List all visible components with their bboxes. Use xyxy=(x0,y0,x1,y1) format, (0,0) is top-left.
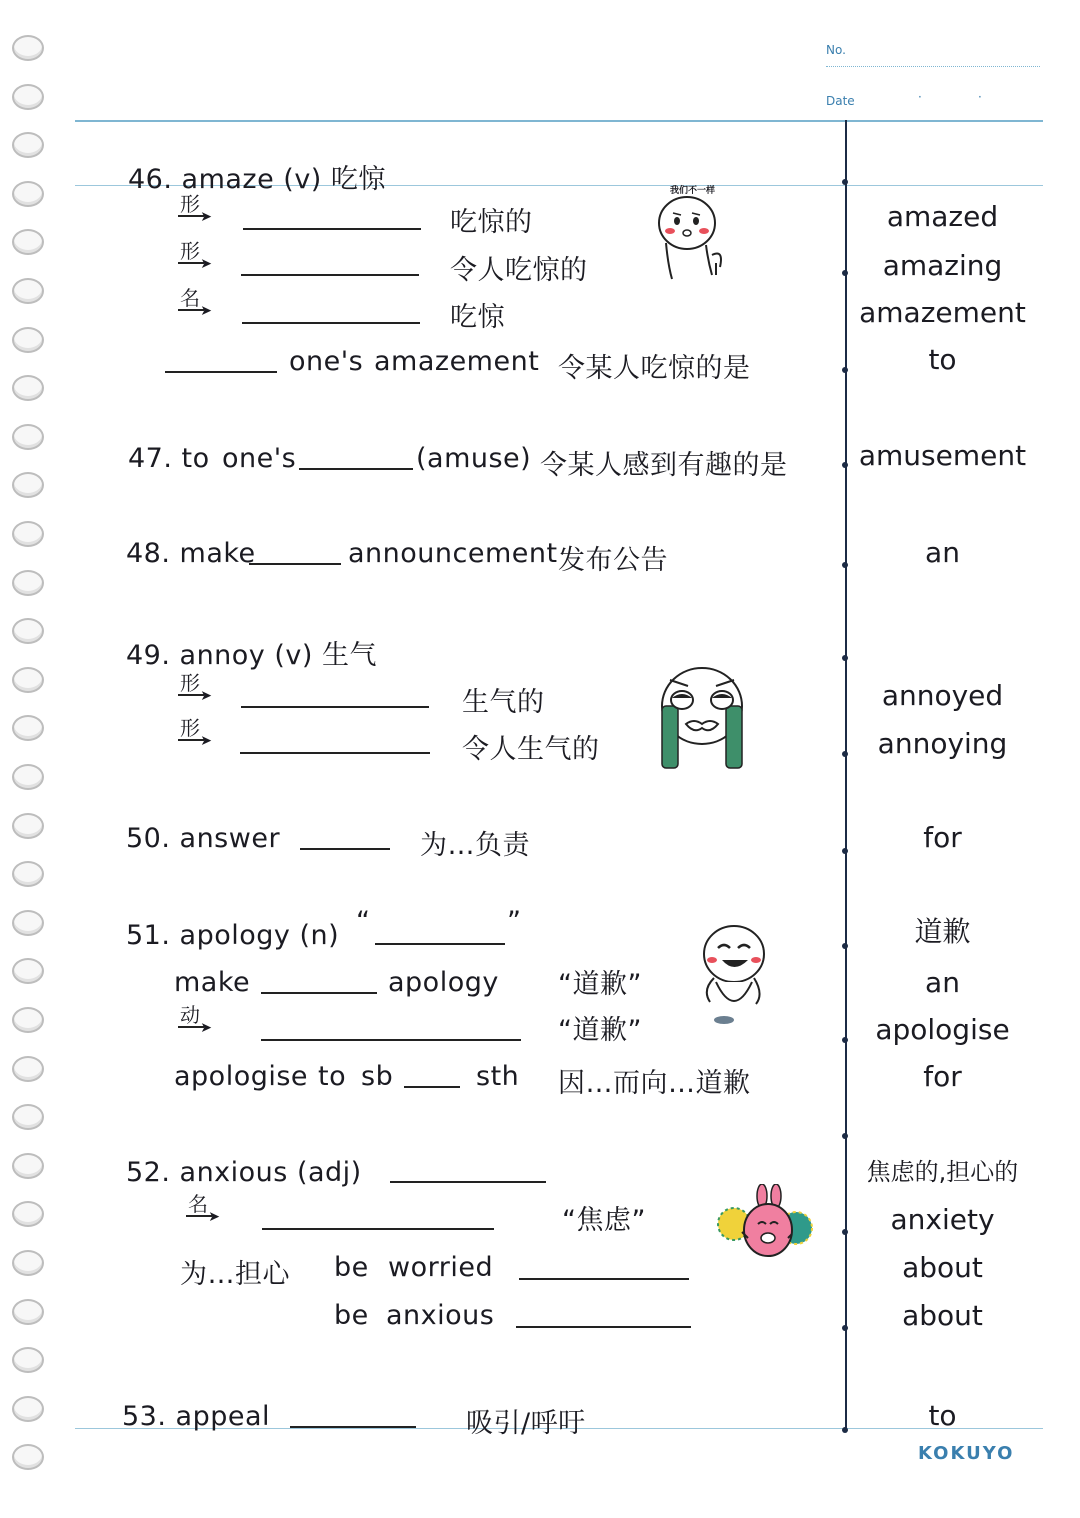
crying-face-sticker xyxy=(654,662,750,776)
answer-blank[interactable] xyxy=(241,274,419,276)
meaning: “道歉” xyxy=(558,969,642,1000)
binder-ring xyxy=(12,327,44,353)
answer-blank[interactable] xyxy=(261,1039,521,1041)
meaning: “焦虑” xyxy=(562,1205,646,1236)
binder-ring xyxy=(12,181,44,207)
binder-ring xyxy=(12,1201,44,1227)
phrase-word: worried xyxy=(388,1252,494,1283)
binder-ring xyxy=(12,958,44,984)
pos-label: 形 xyxy=(178,672,204,696)
answer-text: amusement xyxy=(858,439,1027,472)
arrow-icon: ➤ xyxy=(200,733,212,749)
binder-ring xyxy=(12,1347,44,1373)
answer-text: an xyxy=(925,966,960,999)
date-dot: · xyxy=(918,90,922,104)
entry-title: 49. annoy (v) 生气 xyxy=(126,640,377,671)
binder-ring xyxy=(12,1056,44,1082)
cheering-bunny-sticker xyxy=(712,1184,824,1278)
answer-blank[interactable] xyxy=(404,1086,460,1088)
arrow-icon: ➤ xyxy=(200,688,212,704)
binder-ring xyxy=(12,1396,44,1422)
pos-label: 形 xyxy=(178,193,204,217)
entry-title: 52. anxious (adj) xyxy=(126,1157,362,1188)
pos-label: 名 xyxy=(186,1193,212,1217)
phrase-word: anxious xyxy=(386,1300,495,1331)
meaning: 令人生气的 xyxy=(462,734,600,765)
binder-ring xyxy=(12,1153,44,1179)
binder-ring xyxy=(12,521,44,547)
phrase-meaning: 令某人感到有趣的是 xyxy=(540,450,788,481)
phrase-word: amazement xyxy=(374,346,540,377)
arrow-icon: ➤ xyxy=(208,1209,220,1225)
entry-prefix: 48. make xyxy=(126,538,256,569)
binder-ring xyxy=(12,861,44,887)
answer-blank[interactable] xyxy=(249,563,341,565)
arrow-icon: ➤ xyxy=(200,303,212,319)
phrase-meaning: 发布公告 xyxy=(558,545,668,576)
phrase-word: one's xyxy=(289,346,364,377)
answer-blank[interactable] xyxy=(390,1181,546,1183)
phrase-word: make xyxy=(174,967,251,998)
binder-ring xyxy=(12,618,44,644)
answer-text: about xyxy=(902,1251,983,1284)
no-label: No. xyxy=(826,43,846,57)
answer-text: to xyxy=(928,343,957,376)
phrase-word: to xyxy=(318,1061,347,1092)
answer-text: amazement xyxy=(859,296,1026,329)
answer-text: an xyxy=(925,536,960,569)
surprised-face-sticker xyxy=(654,183,734,287)
pos-label: 形 xyxy=(178,240,204,264)
binder-ring xyxy=(12,813,44,839)
meaning: 令人吃惊的 xyxy=(450,255,588,286)
binder-ring xyxy=(12,84,44,110)
binder-ring xyxy=(12,570,44,596)
phrase-meaning: 为…负责 xyxy=(420,830,530,861)
top-rule xyxy=(75,120,1043,122)
binder-ring xyxy=(12,375,44,401)
margin-tick xyxy=(842,655,848,661)
margin-tick xyxy=(842,1133,848,1139)
entry-title: 51. apology (n) xyxy=(126,920,340,951)
answer-text: amazing xyxy=(882,249,1003,282)
answer-blank[interactable] xyxy=(165,371,277,373)
phrase-word: apologise xyxy=(174,1061,309,1092)
answer-text: for xyxy=(923,821,962,854)
entry-prefix: 50. answer xyxy=(126,823,281,854)
margin-tick xyxy=(842,179,848,185)
binder-ring xyxy=(12,1250,44,1276)
binder-ring xyxy=(12,132,44,158)
answer-text: 道歉 xyxy=(914,915,971,948)
answer-text: for xyxy=(923,1060,962,1093)
pos-arrow xyxy=(178,192,212,225)
binder-ring xyxy=(12,667,44,693)
answer-blank[interactable] xyxy=(261,992,377,994)
answer-text: annoyed xyxy=(881,679,1004,712)
phrase-meaning: 吸引/呼吁 xyxy=(466,1408,586,1439)
answer-text: apologise xyxy=(875,1013,1010,1046)
entry-title: 46. amaze (v) 吃惊 xyxy=(128,164,386,195)
arrow-icon: ➤ xyxy=(200,256,212,272)
phrase-word: sth xyxy=(476,1061,520,1092)
pos-label: 动 xyxy=(178,1004,204,1028)
answer-blank[interactable] xyxy=(516,1326,691,1328)
binder-ring xyxy=(12,1299,44,1325)
answer-blank[interactable] xyxy=(375,943,505,945)
close-quote: ” xyxy=(507,906,522,937)
brand-logo: KOKUYO xyxy=(918,1443,1015,1464)
entry-prefix: 47. to xyxy=(128,443,210,474)
arrow-icon: ➤ xyxy=(200,209,212,225)
binder-ring xyxy=(12,715,44,741)
pos-arrow xyxy=(178,671,212,704)
binder-ring xyxy=(12,278,44,304)
phrase-word: apology xyxy=(388,967,499,998)
meaning: 生气的 xyxy=(462,687,545,718)
binder-ring xyxy=(12,1007,44,1033)
answer-text: 焦虑的,担心的 xyxy=(866,1158,1019,1186)
phrase-word: one's xyxy=(222,443,297,474)
answer-blank[interactable] xyxy=(299,468,413,470)
date-label: Date xyxy=(826,94,855,108)
binder-ring xyxy=(12,910,44,936)
answer-blank[interactable] xyxy=(290,1426,416,1428)
answer-text: about xyxy=(902,1299,983,1332)
binder-ring xyxy=(12,229,44,255)
date-dot: · xyxy=(978,90,982,104)
answer-text: anxiety xyxy=(890,1203,995,1236)
phrase-meaning: 因…而向…道歉 xyxy=(558,1068,751,1099)
answer-blank[interactable] xyxy=(240,752,430,754)
entry-prefix: 53. appeal xyxy=(122,1401,271,1432)
meaning: 吃惊 xyxy=(450,302,505,333)
open-quote: “ xyxy=(356,906,371,937)
pos-arrow xyxy=(178,239,212,272)
binder-ring xyxy=(12,424,44,450)
meaning: 吃惊的 xyxy=(450,207,533,238)
meaning: “道歉” xyxy=(558,1015,642,1046)
pos-arrow xyxy=(186,1192,220,1225)
answer-text: amazed xyxy=(886,200,999,233)
phrase-word: sb xyxy=(361,1061,394,1092)
phrase-word: be xyxy=(334,1300,369,1331)
answer-blank[interactable] xyxy=(300,848,390,850)
binder-ring xyxy=(12,764,44,790)
word-hint: (amuse) xyxy=(416,443,532,474)
pos-arrow xyxy=(178,286,212,319)
answer-blank[interactable] xyxy=(241,706,429,708)
answer-blank[interactable] xyxy=(242,322,420,324)
answer-blank[interactable] xyxy=(262,1228,494,1230)
phrase-meaning: 令某人吃惊的是 xyxy=(558,353,751,384)
answer-text: to xyxy=(928,1399,957,1432)
binder-ring xyxy=(12,472,44,498)
binder-ring xyxy=(12,35,44,61)
arrow-icon: ➤ xyxy=(200,1020,212,1036)
answer-blank[interactable] xyxy=(243,228,421,230)
phrase-word: announcement xyxy=(348,538,558,569)
answer-text: annoying xyxy=(877,727,1008,760)
pos-label: 名 xyxy=(178,287,204,311)
no-line xyxy=(826,66,1040,67)
pos-arrow xyxy=(178,1003,212,1036)
pos-label: 形 xyxy=(178,717,204,741)
pos-arrow xyxy=(178,716,212,749)
binder-ring xyxy=(12,1104,44,1130)
laughing-face-sticker xyxy=(694,920,770,1032)
answer-blank[interactable] xyxy=(519,1278,689,1280)
phrase-word: be xyxy=(334,1252,369,1283)
binder-ring xyxy=(12,1444,44,1470)
phrase-meaning: 为…担心 xyxy=(180,1259,290,1290)
sticker-caption: 我们不一样 xyxy=(670,186,716,196)
